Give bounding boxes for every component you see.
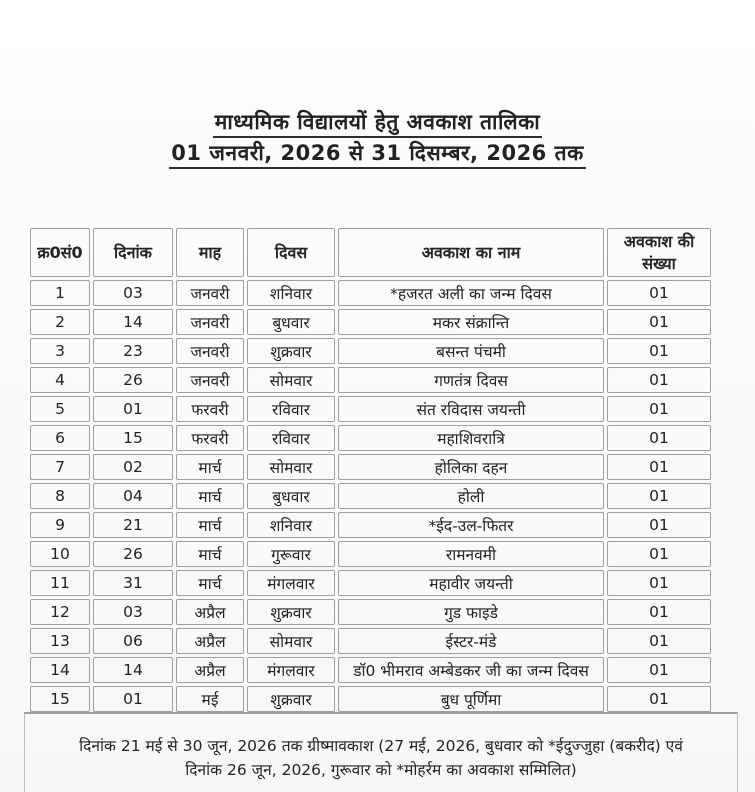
cell-month: मई bbox=[176, 686, 244, 712]
cell-day: गुरूवार bbox=[247, 541, 335, 567]
cell-day: सोमवार bbox=[247, 454, 335, 480]
cell-date: 03 bbox=[93, 599, 173, 625]
cell-date: 01 bbox=[93, 396, 173, 422]
cell-holiday-name: महाशिवरात्रि bbox=[338, 425, 604, 451]
cell-holiday-name: ईस्टर-मंडे bbox=[338, 628, 604, 654]
header-holiday-count: अवकाश की संख्या bbox=[607, 228, 711, 277]
cell-date: 02 bbox=[93, 454, 173, 480]
cell-month: जनवरी bbox=[176, 309, 244, 335]
cell-count: 01 bbox=[607, 454, 711, 480]
cell-holiday-name: होली bbox=[338, 483, 604, 509]
cell-serial: 10 bbox=[30, 541, 90, 567]
table-row bbox=[30, 309, 711, 335]
cell-month: फरवरी bbox=[176, 396, 244, 422]
header-day: दिवस bbox=[247, 228, 335, 277]
cell-month: मार्च bbox=[176, 570, 244, 596]
cell-serial: 15 bbox=[30, 686, 90, 712]
cell-day: बुधवार bbox=[247, 483, 335, 509]
cell-date: 14 bbox=[93, 309, 173, 335]
cell-day: शुक्रवार bbox=[247, 338, 335, 364]
cell-date: 26 bbox=[93, 367, 173, 393]
cell-month: अप्रैल bbox=[176, 599, 244, 625]
table-row bbox=[30, 628, 711, 654]
cell-serial: 12 bbox=[30, 599, 90, 625]
cell-month: जनवरी bbox=[176, 280, 244, 306]
cell-holiday-name: *हजरत अली का जन्म दिवस bbox=[338, 280, 604, 306]
cell-serial: 2 bbox=[30, 309, 90, 335]
cell-month: मार्च bbox=[176, 512, 244, 538]
cell-month: अप्रैल bbox=[176, 657, 244, 683]
title-line-2: 01 जनवरी, 2026 से 31 दिसम्बर, 2026 तक bbox=[169, 143, 585, 169]
cell-count: 01 bbox=[607, 686, 711, 712]
cell-date: 06 bbox=[93, 628, 173, 654]
cell-holiday-name: रामनवमी bbox=[338, 541, 604, 567]
footer-note-line-2: दिनांक 26 जून, 2026, गुरूवार को *मोहर्रम का अवकाश सम्मिलित) bbox=[185, 761, 577, 780]
cell-day: शनिवार bbox=[247, 280, 335, 306]
cell-count: 01 bbox=[607, 396, 711, 422]
table-row bbox=[30, 541, 711, 567]
cell-day: मंगलवार bbox=[247, 570, 335, 596]
cell-count: 01 bbox=[607, 483, 711, 509]
cell-month: जनवरी bbox=[176, 367, 244, 393]
cell-holiday-name: *ईद-उल-फितर bbox=[338, 512, 604, 538]
cell-holiday-name: गणतंत्र दिवस bbox=[338, 367, 604, 393]
cell-day: सोमवार bbox=[247, 628, 335, 654]
cell-day: रविवार bbox=[247, 425, 335, 451]
table-row bbox=[30, 686, 711, 712]
cell-date: 04 bbox=[93, 483, 173, 509]
holiday-table-body bbox=[30, 280, 711, 712]
holiday-table bbox=[27, 225, 714, 715]
cell-count: 01 bbox=[607, 599, 711, 625]
cell-holiday-name: मकर संक्रान्ति bbox=[338, 309, 604, 335]
table-row bbox=[30, 570, 711, 596]
cell-serial: 11 bbox=[30, 570, 90, 596]
page-title bbox=[0, 112, 755, 174]
table-row bbox=[30, 367, 711, 393]
cell-month: अप्रैल bbox=[176, 628, 244, 654]
cell-holiday-name: डॉ0 भीमराव अम्बेडकर जी का जन्म दिवस bbox=[338, 657, 604, 683]
cell-count: 01 bbox=[607, 280, 711, 306]
cell-holiday-name: होलिका दहन bbox=[338, 454, 604, 480]
table-row bbox=[30, 396, 711, 422]
cell-date: 14 bbox=[93, 657, 173, 683]
cell-date: 26 bbox=[93, 541, 173, 567]
cell-day: शनिवार bbox=[247, 512, 335, 538]
table-row bbox=[30, 483, 711, 509]
footer-note bbox=[25, 734, 737, 782]
cell-serial: 9 bbox=[30, 512, 90, 538]
cell-serial: 7 bbox=[30, 454, 90, 480]
table-row bbox=[30, 454, 711, 480]
cell-date: 01 bbox=[93, 686, 173, 712]
cell-holiday-name: गुड फाइडे bbox=[338, 599, 604, 625]
cell-holiday-name: बुध पूर्णिमा bbox=[338, 686, 604, 712]
cell-date: 15 bbox=[93, 425, 173, 451]
cell-date: 03 bbox=[93, 280, 173, 306]
cell-serial: 8 bbox=[30, 483, 90, 509]
cell-count: 01 bbox=[607, 309, 711, 335]
cell-holiday-name: संत रविदास जयन्ती bbox=[338, 396, 604, 422]
cell-count: 01 bbox=[607, 425, 711, 451]
header-holiday-name: अवकाश का नाम bbox=[338, 228, 604, 277]
cell-day: बुधवार bbox=[247, 309, 335, 335]
footer-note-box bbox=[24, 712, 738, 792]
cell-date: 23 bbox=[93, 338, 173, 364]
cell-day: शुक्रवार bbox=[247, 599, 335, 625]
table-row bbox=[30, 599, 711, 625]
cell-date: 21 bbox=[93, 512, 173, 538]
cell-month: जनवरी bbox=[176, 338, 244, 364]
cell-holiday-name: बसन्त पंचमी bbox=[338, 338, 604, 364]
cell-day: रविवार bbox=[247, 396, 335, 422]
footer-note-line-1: दिनांक 21 मई से 30 जून, 2026 तक ग्रीष्मावकाश (27 मई, 2026, बुधवार को *ईदुज्जुहा (बकरीद) एवं bbox=[79, 737, 683, 755]
cell-serial: 4 bbox=[30, 367, 90, 393]
title-line-1: माध्यमिक विद्यालयों हेतु अवकाश तालिका bbox=[213, 112, 542, 138]
table-row bbox=[30, 512, 711, 538]
cell-serial: 14 bbox=[30, 657, 90, 683]
header-serial: क्र0सं0 bbox=[30, 228, 90, 277]
cell-count: 01 bbox=[607, 657, 711, 683]
cell-month: मार्च bbox=[176, 454, 244, 480]
table-row bbox=[30, 338, 711, 364]
cell-count: 01 bbox=[607, 367, 711, 393]
cell-serial: 3 bbox=[30, 338, 90, 364]
cell-day: सोमवार bbox=[247, 367, 335, 393]
cell-serial: 5 bbox=[30, 396, 90, 422]
cell-count: 01 bbox=[607, 570, 711, 596]
cell-count: 01 bbox=[607, 512, 711, 538]
table-header-row bbox=[30, 228, 711, 277]
cell-serial: 13 bbox=[30, 628, 90, 654]
cell-serial: 6 bbox=[30, 425, 90, 451]
table-row bbox=[30, 425, 711, 451]
cell-month: मार्च bbox=[176, 483, 244, 509]
cell-serial: 1 bbox=[30, 280, 90, 306]
header-date: दिनांक bbox=[93, 228, 173, 277]
cell-day: शुक्रवार bbox=[247, 686, 335, 712]
cell-count: 01 bbox=[607, 628, 711, 654]
cell-count: 01 bbox=[607, 541, 711, 567]
cell-month: फरवरी bbox=[176, 425, 244, 451]
cell-day: मंगलवार bbox=[247, 657, 335, 683]
header-month: माह bbox=[176, 228, 244, 277]
cell-holiday-name: महावीर जयन्ती bbox=[338, 570, 604, 596]
cell-date: 31 bbox=[93, 570, 173, 596]
table-row bbox=[30, 280, 711, 306]
table-row bbox=[30, 657, 711, 683]
cell-month: मार्च bbox=[176, 541, 244, 567]
cell-count: 01 bbox=[607, 338, 711, 364]
